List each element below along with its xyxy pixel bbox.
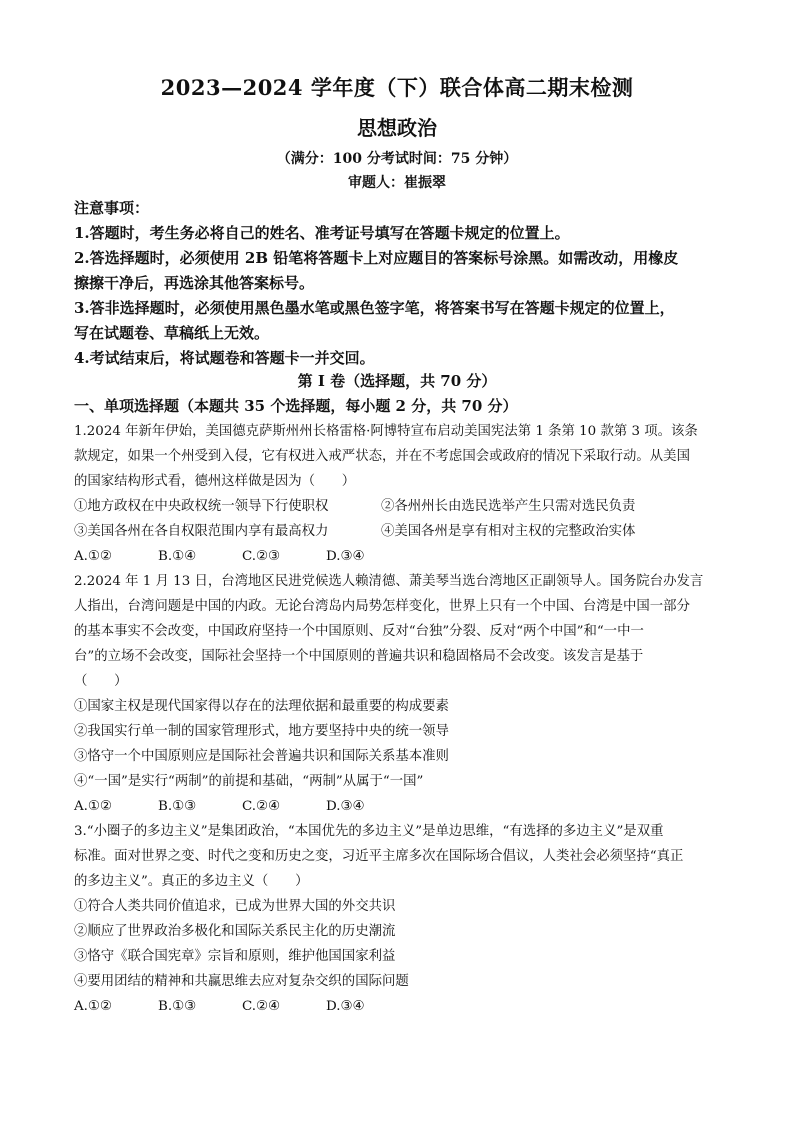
notes-line: 1.答题时，考生务必将自己的姓名、准考证号填写在答题卡规定的位置上。 <box>74 224 570 242</box>
answer-choice-c: C.②③ <box>242 549 281 564</box>
answer-choices <box>74 794 724 819</box>
question-stem-line: 1.2024 年新年伊始，美国德克萨斯州州长格雷格·阿博特宣布启动美国宪法第 1 条第 10 款第 3 项。该条 <box>74 424 698 439</box>
option-item: ④美国各州是享有相对主权的完整政治实体 <box>381 524 636 539</box>
answer-choice-d: D.③④ <box>326 799 365 814</box>
question-stem-line: （ ） <box>74 674 128 689</box>
answer-choice-b: B.①④ <box>158 549 197 564</box>
answer-choice-b: B.①③ <box>158 799 197 814</box>
notes-line: 写在试题卷、草稿纸上无效。 <box>74 324 270 342</box>
answer-choice-a: A.①② <box>74 999 112 1014</box>
question-stem-line: 人指出，台湾问题是中国的内政。无论台湾岛内局势怎样变化，世界上只有一个中国、台湾是中国一部分 <box>74 599 690 614</box>
option-item: ②顺应了世界政治多极化和国际关系民主化的历史潮流 <box>74 924 396 939</box>
question-stem-line: 的基本事实不会改变，中国政府坚持一个中国原则、反对“台独”分裂、反对“两个中国”和“一中一 <box>74 624 644 639</box>
option-item: ①地方政权在中央政权统一领导下行使职权 <box>74 499 329 514</box>
answer-choice-d: D.③④ <box>326 549 365 564</box>
score-time-info: （满分：100 分考试时间：75 分钟） <box>276 151 518 167</box>
answer-choice-d: D.③④ <box>326 999 365 1014</box>
questions-list <box>74 419 724 1019</box>
notes-section <box>74 196 724 371</box>
answer-choice-b: B.①③ <box>158 999 197 1014</box>
answer-choice-c: C.②④ <box>242 999 281 1014</box>
option-item: ①国家主权是现代国家得以存在的法理依据和最重要的构成要素 <box>74 699 449 714</box>
question-stem-line: 台”的立场不会改变，国际社会坚持一个中国原则的普遍共识和稳固格局不会改变。该发言是基于 <box>74 649 644 664</box>
answer-choice-a: A.①② <box>74 549 112 564</box>
answer-choice-c: C.②④ <box>242 799 281 814</box>
answer-choice-a: A.①② <box>74 799 112 814</box>
question-stem-line: 3.“小圈子的多边主义”是集团政治，“本国优先的多边主义”是单边思维，“有选择的多边主义”是双重 <box>74 824 664 839</box>
notes-line: 3.答非选择题时，必须使用黑色墨水笔或黑色签字笔，将答案书写在答题卡规定的位置上， <box>74 299 675 317</box>
option-item: ①符合人类共同价值追求，已成为世界大国的外交共识 <box>74 899 396 914</box>
option-item: ③恪守《联合国宪章》宗旨和原则，维护他国国家利益 <box>74 949 396 964</box>
notes-line: 4.考试结束后，将试题卷和答题卡一并交回。 <box>74 349 375 367</box>
option-row <box>74 519 724 544</box>
option-item: ④“一国”是实行“两制”的前提和基础，“两制”从属于“一国” <box>74 774 424 789</box>
option-item: ③美国各州在各自权限范围内享有最高权力 <box>74 524 329 539</box>
notes-line: 擦擦干净后，再选涂其他答案标号。 <box>74 274 315 292</box>
question-stem-line: 款规定，如果一个州受到入侵，它有权进入戒严状态，并在不考虑国会或政府的情况下采取行动。从美国 <box>74 449 690 464</box>
exam-title: 2023—2024 学年度（下）联合体高二期末检测 <box>160 75 634 100</box>
question-2 <box>74 569 724 819</box>
question-stem-line: 的国家结构形式看，德州这样做是因为（ ） <box>74 474 356 489</box>
notes-line: 2.答选择题时，必须使用 2B 铅笔将答题卡上对应题目的答案标号涂黑。如需改动，用橡皮 <box>74 249 679 267</box>
question-stem-line: 的多边主义”。真正的多边主义（ ） <box>74 874 309 889</box>
subject-title: 思想政治 <box>357 116 437 140</box>
question-1 <box>74 419 724 569</box>
answer-choices <box>74 544 724 569</box>
option-row <box>74 494 724 519</box>
option-item: ④要用团结的精神和共赢思维去应对复杂交织的国际问题 <box>74 974 409 989</box>
reviewer-info: 审题人：崔振翠 <box>348 175 446 191</box>
option-item: ③恪守一个中国原则应是国际社会普遍共识和国际关系基本准则 <box>74 749 449 764</box>
answer-choices <box>74 994 724 1019</box>
option-item: ②各州州长由选民选举产生只需对选民负责 <box>381 499 636 514</box>
question-stem-line: 2.2024 年 1 月 13 日，台湾地区民进党候选人赖清德、萧美琴当选台湾地区正副领导人。国务院台办发言 <box>74 574 704 589</box>
option-item: ②我国实行单一制的国家管理形式，地方要坚持中央的统一领导 <box>74 724 449 739</box>
section-one-title: 一、单项选择题（本题共 35 个选择题，每小题 2 分，共 70 分） <box>74 397 518 415</box>
question-stem-line: 标准。面对世界之变、时代之变和历史之变，习近平主席多次在国际场合倡议，人类社会必须坚持“真正 <box>74 849 684 864</box>
question-3 <box>74 819 724 1019</box>
part-one-title: 第 I 卷（选择题，共 70 分） <box>297 372 497 390</box>
notes-heading: 注意事项： <box>74 199 150 217</box>
